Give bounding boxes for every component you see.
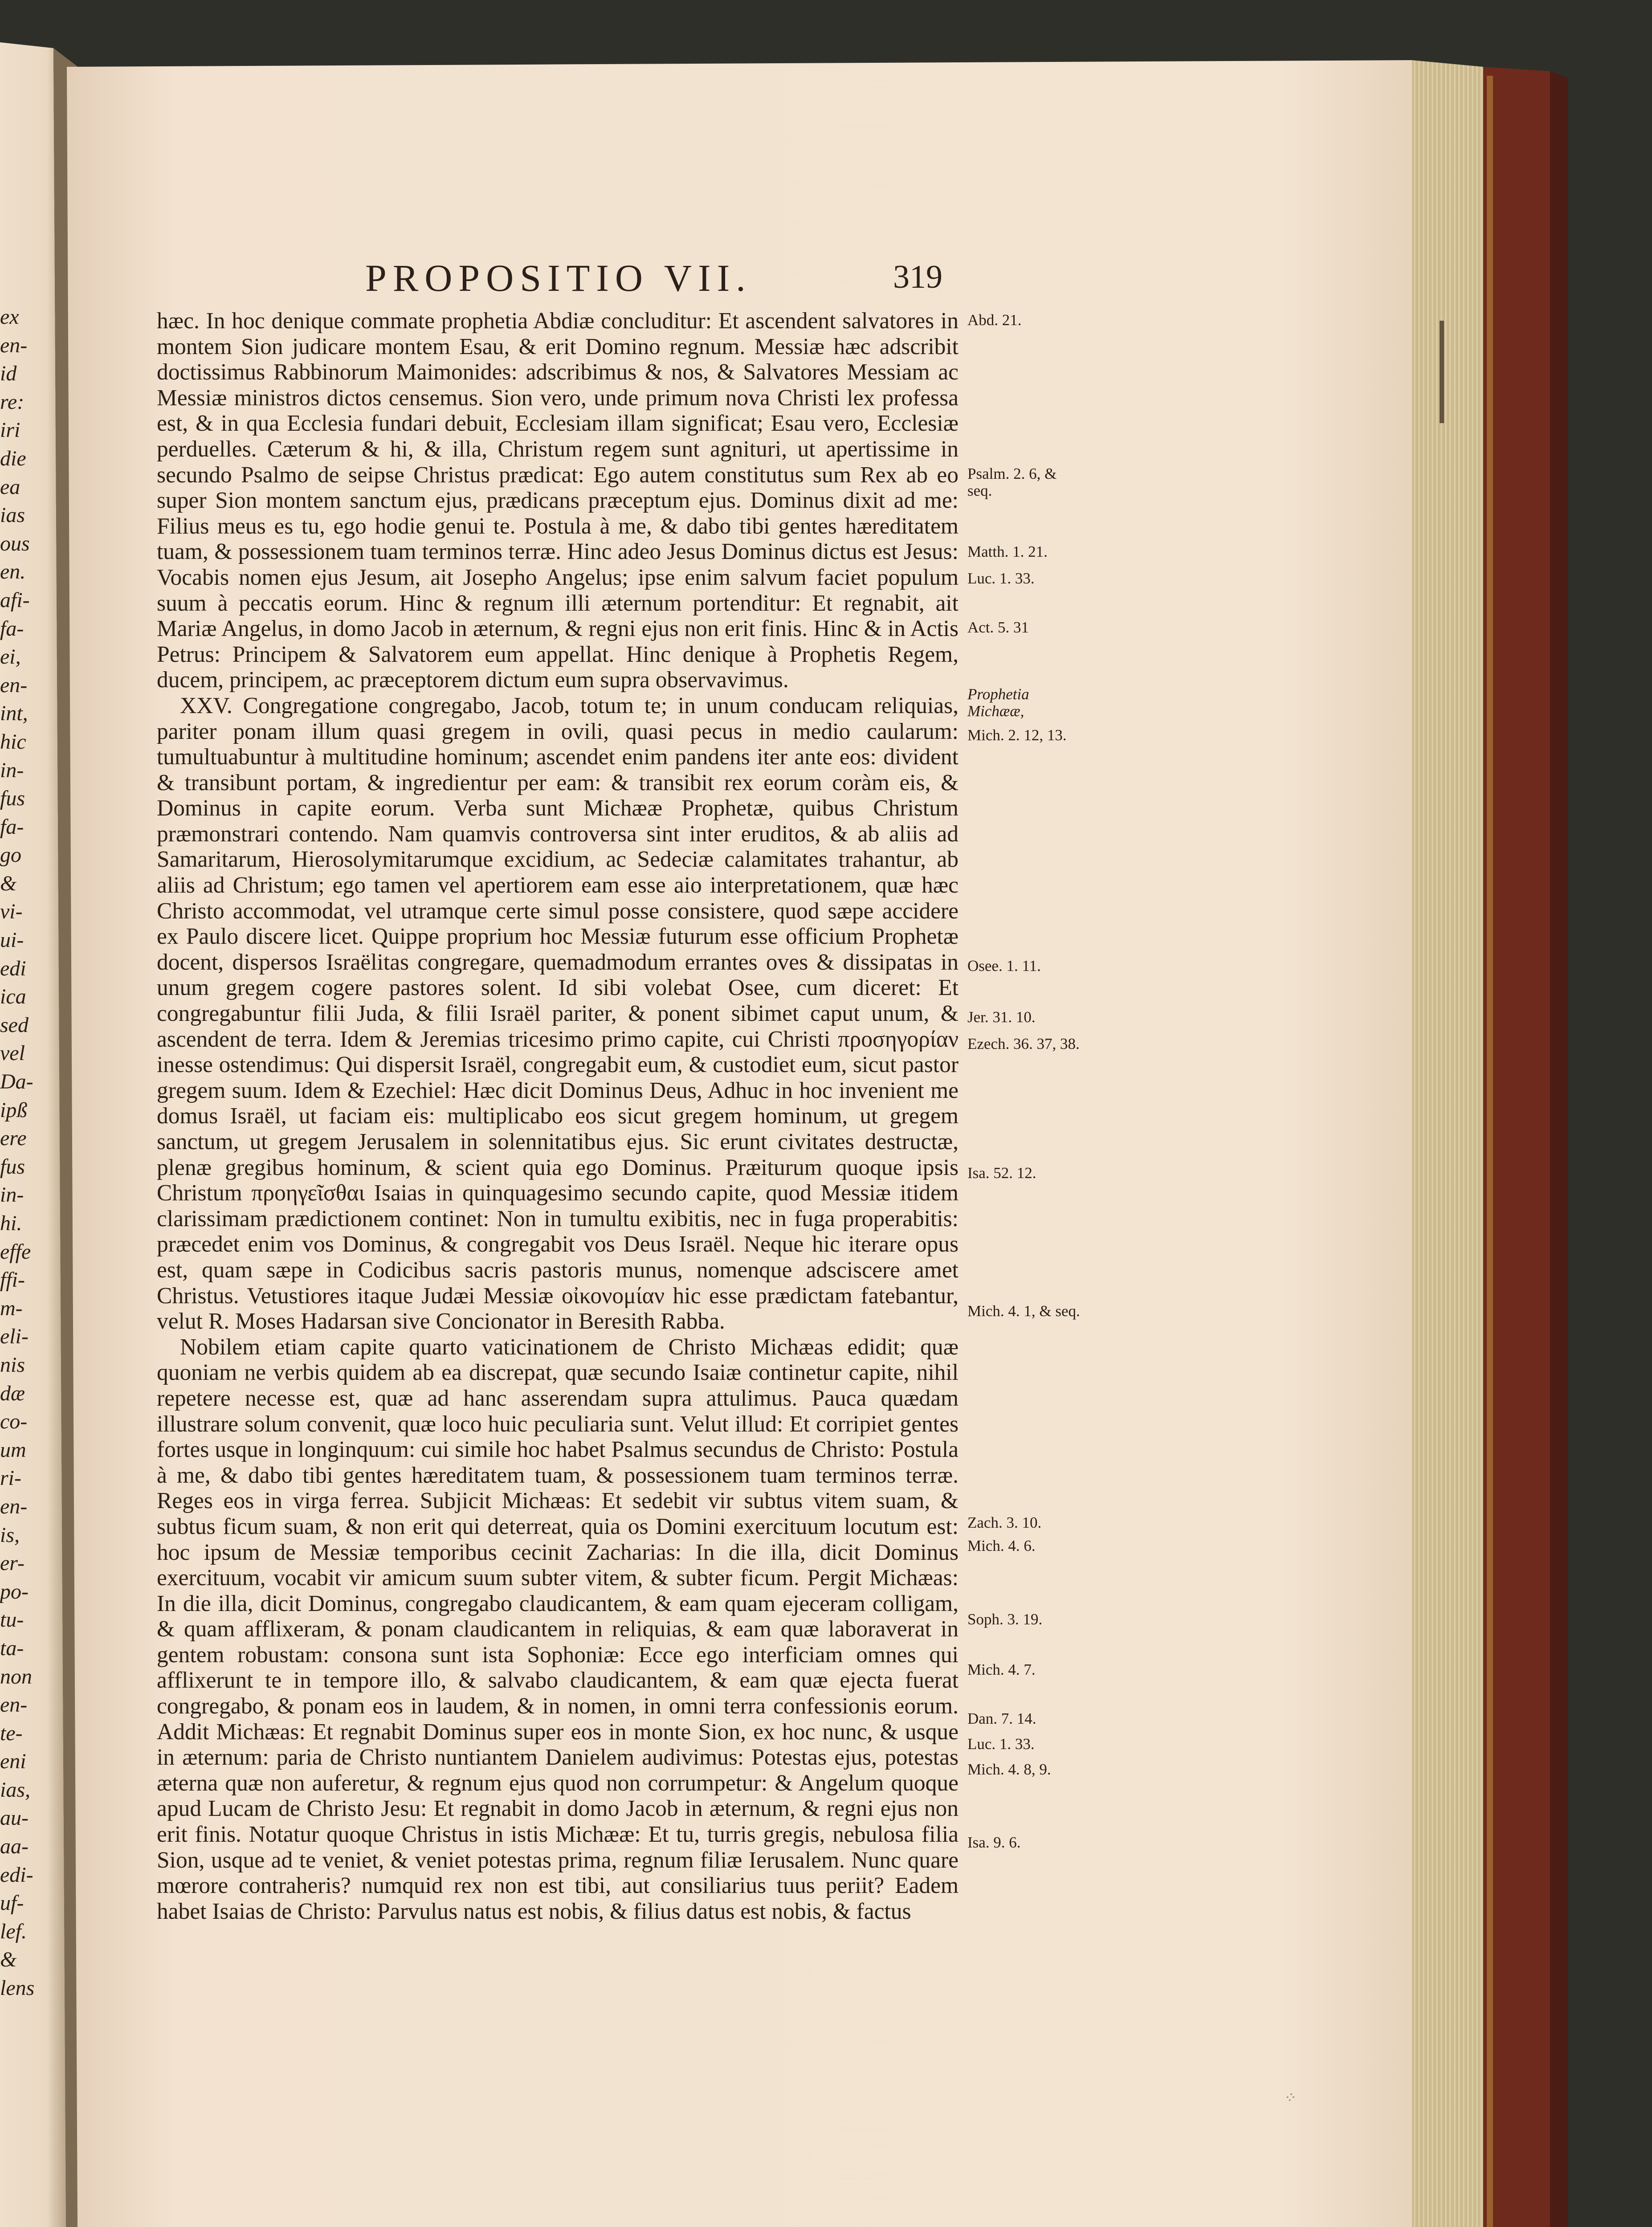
margin-note: Jer. 31. 10.	[967, 1008, 1036, 1026]
facing-fragment: is,	[0, 1523, 20, 1547]
facing-fragment: go	[0, 843, 21, 867]
facing-fragment: co-	[0, 1410, 28, 1434]
margin-note: Matth. 1. 21.	[967, 543, 1048, 560]
facing-fragment: en.	[0, 560, 26, 584]
facing-fragment: non	[0, 1664, 32, 1689]
facing-fragment	[0, 2031, 53, 2059]
facing-fragment: edi	[0, 956, 26, 980]
facing-fragment: au-	[0, 1806, 29, 1830]
facing-fragment: ipß	[0, 1098, 28, 1122]
margin-note: Zach. 3. 10.	[967, 1514, 1042, 1531]
margin-note: Mich. 4. 8, 9.	[967, 1761, 1051, 1778]
page-number: 319	[893, 259, 942, 295]
facing-fragment: en-	[0, 333, 28, 357]
facing-fragment: ei,	[0, 645, 21, 669]
facing-fragment: eni	[0, 1750, 26, 1774]
facing-fragment	[0, 2003, 53, 2031]
facing-fragment: lef.	[0, 1919, 27, 1943]
facing-fragment: en-	[0, 1693, 28, 1717]
facing-fragment: ea	[0, 475, 20, 499]
facing-fragment: uf-	[0, 1891, 24, 1915]
facing-fragment: um	[0, 1438, 26, 1462]
facing-fragment: &	[0, 871, 17, 895]
margin-note: Psalm. 2. 6, & seq.	[967, 465, 1057, 499]
facing-fragment: in-	[0, 1183, 24, 1207]
facing-fragment: iri	[0, 418, 20, 442]
margin-note: Soph. 3. 19.	[967, 1611, 1043, 1628]
facing-fragment: die	[0, 446, 26, 470]
facing-fragment: ias	[0, 503, 25, 527]
facing-fragment: in-	[0, 758, 24, 782]
facing-fragment: hic	[0, 730, 26, 754]
facing-fragment: eli-	[0, 1325, 29, 1349]
facing-fragment: ui-	[0, 928, 24, 952]
facing-fragment: nis	[0, 1353, 25, 1377]
library-stamp-mark: ⁘	[1283, 2090, 1296, 2106]
facing-fragment: ffi-	[0, 1268, 25, 1292]
facing-fragment: en-	[0, 1494, 28, 1518]
paragraph-continuation: hæc. In hoc denique commate prophetia Abdiæ concluditur: Et ascendent salvatores in montem Sion judicare montem Esau, & erit Domino regnum. Messiæ hæc adscribit doctissimus Rabbinorum Maimonides: adscribimus & nos, & Salvatores Messiam ac Messiæ ministros dictos censemus. Sion vero, unde primum nova Christi lex professa est, & in qua Ecclesia fundari debuit, Ecclesiam illam significat; Esau vero, Ecclesiæ perduelles. Cæterum & hi, & illa, Christum regem sunt agnituri, ut apertissime in secundo Psalmo de seipse Christus prædicat: Ego autem constitutus sum Rex ab eo super Sion montem sanctum ejus, prædicans præceptum ejus. Dominus dixit ad me: Filius meus es tu, ego hodie genui te. Postula à me, & dabo tibi gentes hæreditatem tuam, & possessionem tuam terminos terræ. Hinc adeo Jesus Dominus dictus est Jesus: Vocabis nomen ejus Jesum, ait Josepho Angelus; ipse enim salvum faciet populum suum à peccatis eorum. Hinc & regnum illi æternum portenditur: Et regnabit, ait Mariæ Angelus, in domo Jacob in æternum, & regni ejus non erit finis. Hinc & in Actis Petrus: Principem & Salvatorem eum appellat. Hinc denique à Prophetis Regem, ducem, principem, ac præceptorem dictum eum supra observavimus.	[157, 308, 959, 693]
facing-fragment: te-	[0, 1721, 23, 1745]
margin-note: Mich. 4. 6.	[967, 1537, 1036, 1554]
facing-fragment: lens	[0, 1976, 35, 2000]
margin-note: Mich. 4. 1, & seq.	[967, 1302, 1080, 1320]
margin-note: Isa. 9. 6.	[967, 1834, 1021, 1851]
facing-fragment: ri-	[0, 1466, 21, 1490]
facing-fragment: ias,	[0, 1778, 31, 1802]
facing-fragment: id	[0, 362, 17, 386]
page-title: PROPOSITIO VII.	[365, 257, 752, 299]
facing-fragment: afi-	[0, 588, 30, 612]
facing-fragment: ex	[0, 305, 19, 329]
facing-fragment: fus	[0, 1154, 25, 1179]
facing-fragment: ica	[0, 985, 26, 1009]
facing-fragment: en-	[0, 673, 28, 697]
facing-fragment: m-	[0, 1296, 23, 1320]
facing-fragment: sed	[0, 1013, 29, 1037]
facing-fragment: edi-	[0, 1863, 33, 1887]
margin-note: Mich. 4. 7.	[967, 1661, 1036, 1678]
facing-fragment: dæ	[0, 1381, 25, 1405]
margin-note: Abd. 21.	[967, 311, 1022, 329]
facing-fragment: vi-	[0, 900, 23, 924]
facing-fragment: int,	[0, 702, 28, 726]
margin-note: Osee. 1. 11.	[967, 957, 1041, 975]
facing-page-fragments	[0, 303, 53, 2059]
margin-note: Dan. 7. 14.	[967, 1710, 1036, 1727]
main-text-block	[157, 308, 959, 1924]
facing-fragment: fa-	[0, 616, 24, 640]
facing-fragment: ere	[0, 1126, 27, 1150]
facing-fragment: effe	[0, 1240, 31, 1264]
facing-fragment: &	[0, 1948, 17, 1972]
facing-fragment: ous	[0, 531, 30, 555]
paragraph-michaeas-chapter-four: Nobilem etiam capite quarto vaticinationem de Christo Michæas edidit; quæ quoniam ne verbis quidem ab ea discrepat, quæ secundo Isaiæ continetur capite, nihil repetere necesse est, quæ ad hanc asserendam supra attulimus. Pauca quædam illustrare solum convenit, quæ loco huic peculiaria sunt. Velut illud: Et corripiet gentes fortes usque in longinquum: cui simile hoc habet Psalmus secundus de Christo: Postula à me, & dabo tibi gentes hæreditatem tuam, & possessionem tuam terminos terræ. Reges eos in virga ferrea. Subjicit Michæas: Et sedebit vir subtus vitem suam, & subtus ficum suam, & non erit qui deterreat, quia os Domini exercituum locutum est: hoc ipsum de Messiæ temporibus cecinit Zacharias: In die illa, dicit Dominus exercituum, vocabit vir amicum suum subter vitem, & subter ficum. Pergit Michæas: In die illa, dicit Dominus, congregabo claudicantem, & eam quam ejeceram colligam, & quam afflixeram, & ponam claudicantem in reliquias, & eam quæ laboraverat in gentem robustam: consona sunt ista Sophoniæ: Ecce ego interficiam omnes qui afflixerunt te in tempore illo, & salvabo claudicantem, & eam quæ ejecta fuerat congregabo, & ponam eos in laudem, & in nomen, in omni terra confessionis eorum. Addit Michæas: Et regnabit Dominus super eos in monte Sion, ex hoc nunc, & usque in æternum: paria de Christo nuntiantem Danielem audivimus: Potestas ejus, potestas æterna quæ non auferetur, & regnum ejus quod non corrumpetur: & Angelum quoque apud Lucam de Christo Jesu: Et regnabit in domo Jacob in æternum, & regni ejus non erit finis. Notatur quoque Christus in istis Michææ: Et tu, turris gregis, nebulosa filia Sion, usque ad te veniet, & veniet potestas prima, regnum filiæ Ierusalem. Nunc quare mœrore contraheris? numquid rex non est tibi, aut consiliarius tuus periit? Eadem habet Isaias de Christo: Parvulus natus est nobis, & filius datus est nobis, & factus	[157, 1334, 959, 1924]
margin-note: Luc. 1. 33.	[967, 570, 1035, 587]
paragraph-section-xxv: XXV. Congregatione congregabo, Jacob, totum te; in unum conducam reliquias, pariter ponam illum quasi gregem in ovili, quasi pecus in medio caularum: tumultuabuntur à multitudine hominum; ascendet enim pandens iter ante eos: divident & transibunt portam, & ingredientur per eam: & transibit rex eorum coràm eis, & Dominus in capite eorum. Verba sunt Michææ Prophetæ, quibus Christum præmonstrari contendo. Nam quamvis controversa sint inter eruditos, & ab aliis ad Samaritarum, Hierosolymitarumque excidium, ac Sedeciæ calamitates trahantur, ab aliis ad Christum; ego tamen vel apertiorem eam esse aio interpretationem, quæ hæc Christo accommodat, vel utramque certe simul posse consistere, quod sæpe accidere ex Paulo discere licet. Quippe proprium hoc Messiæ futurum esse officium Prophetæ docent, dispersos Israëlitas congregare, quemadmodum errantes oves & dissipatas in unum gregem cogere pastores solent. Id sibi volebat Osee, cum diceret: Et congregabuntur filii Juda, & filii Israël pariter, & ponent sibimet caput unum, & ascendent de terra. Idem & Jeremias tricesimo primo capite, cui Christi προσηγορίαν inesse ostendimus: Qui dispersit Israël, congregabit eum, & custodiet eum, sicut pastor gregem suum. Idem & Ezechiel: Hæc dicit Dominus Deus, Adhuc in hoc invenient me domus Israël, ut faciam eis: multiplicabo eos sicut gregem hominum, ut gregem sanctum, ut gregem Jerusalem in solennitatibus ejus. Sic erunt civitates destructæ, plenæ gregibus hominum, & scient quia ego Dominus. Præiturum quoque ipsis Christum προηγεῖσθαι Isaias in quinquagesimo secundo capite, quod Messiæ itidem clarissimam prædictionem continet: Non in tumultu exibitis, nec in fuga properabitis: præcedet enim vos Dominus, & congregabit vos Deus Israël. Neque hic iterare opus est, quam sæpe in Codicibus sacris pastoris munus, nomenque adsciscere amet Christus. Vetustiores itaque Judæi Messiæ οἰκονομίαν hic esse prædictam fatebantur, velut R. Moses Hadarsan sive Concionator in Beresith Rabba.	[157, 693, 959, 1334]
margin-note: Isa. 52. 12.	[967, 1164, 1036, 1182]
facing-fragment: po-	[0, 1579, 29, 1603]
facing-fragment: hi.	[0, 1211, 22, 1235]
facing-fragment: re:	[0, 390, 24, 414]
facing-fragment: er-	[0, 1551, 25, 1575]
margin-note: Mich. 2. 12, 13.	[967, 726, 1067, 744]
facing-fragment: Da-	[0, 1070, 33, 1094]
facing-fragment: tu-	[0, 1608, 24, 1632]
facing-fragment: vel	[0, 1041, 25, 1065]
facing-fragment: fus	[0, 787, 25, 811]
margin-note: Act. 5. 31	[967, 619, 1029, 636]
margin-note: Ezech. 36. 37, 38.	[967, 1035, 1080, 1052]
facing-fragment: aa-	[0, 1835, 29, 1859]
margin-note: Prophetia Michææ,	[967, 685, 1029, 720]
facing-fragment: ta-	[0, 1636, 24, 1660]
running-header	[365, 249, 989, 303]
margin-note: Luc. 1. 33.	[967, 1735, 1035, 1753]
facing-fragment: fa-	[0, 815, 24, 839]
